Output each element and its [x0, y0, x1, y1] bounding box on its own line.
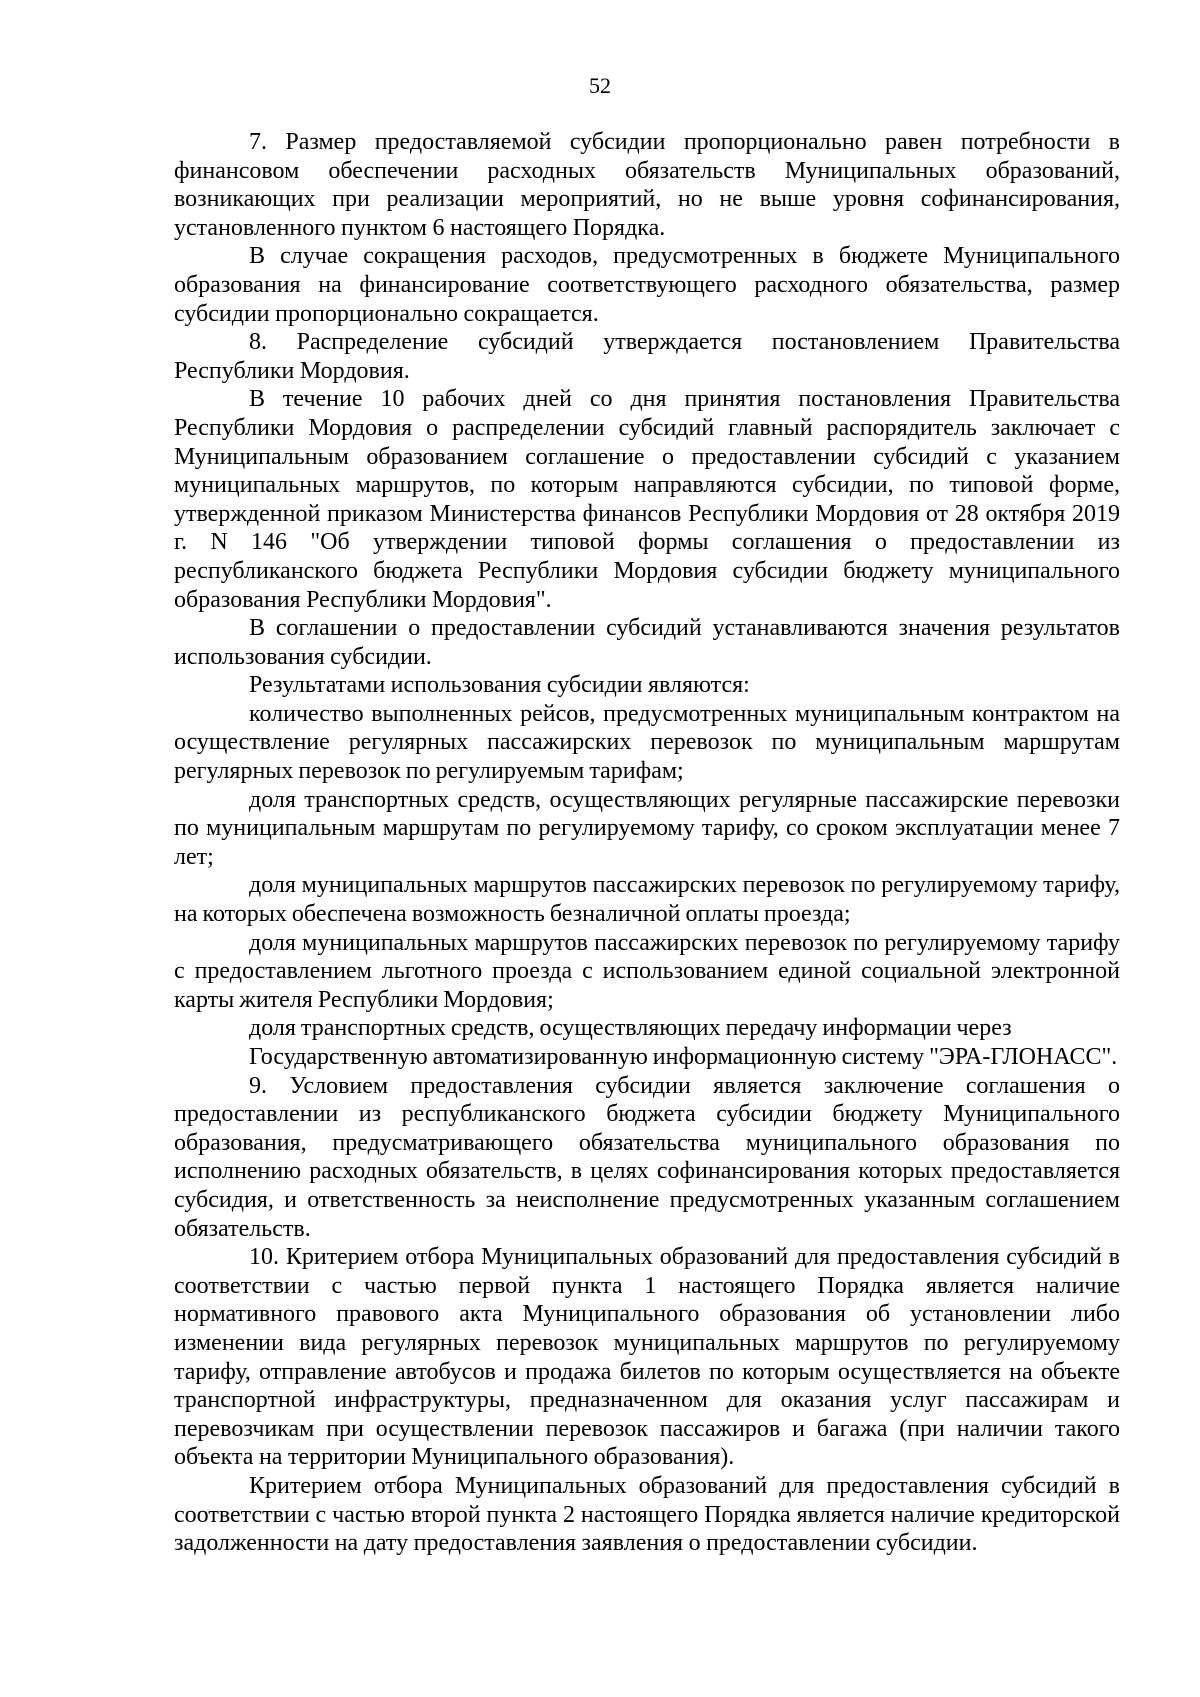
list-item-vehicles-info: доля транспортных средств, осуществляющих передачу информации через — [249, 1015, 1012, 1042]
page-number: 52 — [589, 73, 611, 98]
paragraph-9-condition: 9. Условием предоставления субсидии является заключение соглашения о предоставлении из республиканского бюджета субсидии бюджету Муниципального образования, предусматривающего обязательства муниципального образования по исполнению расходных обязательств, в целях софинансирования которых предоставляется субсидия, и ответственность за неисполнение предусмотренных указанным соглашением обязательств. — [174, 1072, 1120, 1242]
list-item-cashless-routes: доля муниципальных маршрутов пассажирских перевозок по регулируемому тарифу, на которых обеспечена возможность безналичной оплаты проезда; — [174, 872, 1120, 928]
list-item-social-card-routes: доля муниципальных маршрутов пассажирских перевозок по регулируемому тарифу с предоставлением льготного проезда с использованием единой социальной электронной карты жителя Республики Мордовия; — [174, 929, 1120, 1013]
document-body — [174, 128, 1120, 1558]
paragraph-results-intro: Результатами использования субсидии являются: — [249, 672, 750, 699]
paragraph-7-subsidy-size: 7. Размер предоставляемой субсидии пропорционально равен потребности в финансовом обеспечении расходных обязательств Муниципальных образований, возникающих при реализации мероприятий, но не выше уровня софинансирования, установленного пунктом 6 настоящего Порядка. — [174, 129, 1120, 241]
paragraph-criterion-debt: Критерием отбора Муниципальных образований для предоставления субсидий в соответствии с частью второй пункта 2 настоящего Порядка является наличие кредиторской задолженности на дату предоставления заявления о предоставлении субсидии. — [174, 1472, 1120, 1557]
list-item-era-glonass: Государственную автоматизированную информационную систему "ЭРА-ГЛОНАСС". — [249, 1044, 1118, 1070]
list-item-vehicles-age: доля транспортных средств, осуществляющих регулярные пассажирские перевозки по муниципальным маршрутам по регулируемому тарифу, со сроком эксплуатации менее 7 лет; — [174, 786, 1120, 870]
paragraph-expense-reduction: В случае сокращения расходов, предусмотренных в бюджете Муниципального образования на финансирование соответствующего расходного обязательства, размер субсидии пропорционально сокращается. — [174, 243, 1120, 327]
paragraph-8-distribution: 8. Распределение субсидий утверждается постановлением Правительства Республики Мордовия. — [174, 329, 1120, 384]
paragraph-10-criterion: 10. Критерием отбора Муниципальных образований для предоставления субсидий в соответствии с частью первой пункта 1 настоящего Порядка является наличие нормативного правового акта Муниципального образования об установлении либо изменении вида регулярных перевозок муниципальных маршрутов по регулируемому тарифу, отправление автобусов и продажа билетов по которым осуществляется на объекте транспортной инфраструктуры, предназначенном для оказания услуг пассажирам и перевозчикам при осуществлении перевозок пассажиров и багажа (при наличии такого объекта на территории Муниципального образования). — [174, 1244, 1120, 1471]
list-item-trips-count: количество выполненных рейсов, предусмотренных муниципальным контрактом на осуществление регулярных пассажирских перевозок по муниципальным маршрутам регулярных перевозок по регулируемым тарифам; — [174, 700, 1120, 785]
paragraph-result-values: В соглашении о предоставлении субсидий устанавливаются значения результатов использования субсидии. — [174, 615, 1120, 670]
paragraph-agreement-terms: В течение 10 рабочих дней со дня принятия постановления Правительства Республики Мордовия о распределении субсидий главный распорядитель заключает с Муниципальным образованием соглашение о предоставлении субсидий с указанием муниципальных маршрутов, по которым направляются субсидии, по типовой форме, утвержденной приказом Министерства финансов Республики Мордовия от 28 октября 2019 г. N 146 "Об утверждении типовой формы соглашения о предоставлении из республиканского бюджета Республики Мордовия субсидии бюджету муниципального образования Республики Мордовия". — [174, 386, 1120, 613]
